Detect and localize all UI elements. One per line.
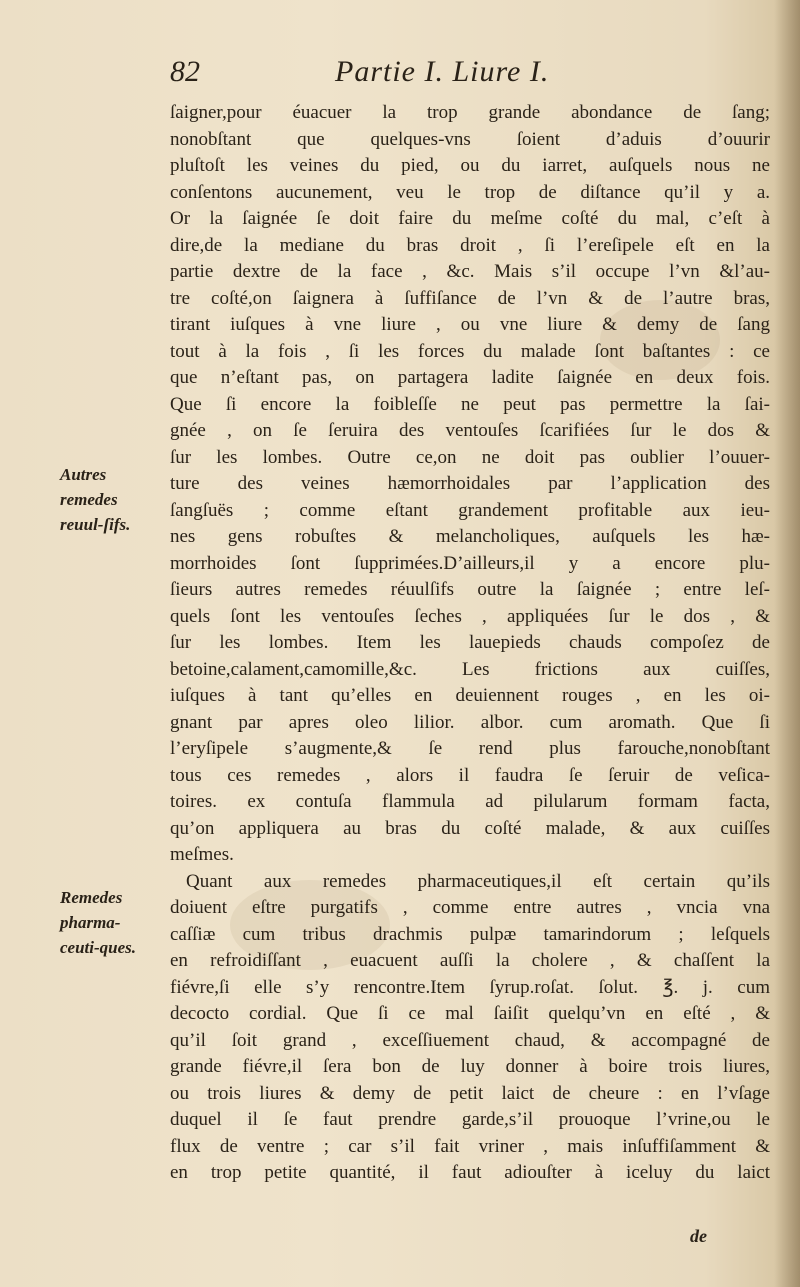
text-line: meſmes.	[170, 844, 234, 865]
text-line: partie dextre de la face , &c. Mais s’il occupe l’vn &l’au-	[170, 261, 770, 282]
catchword: de	[690, 1226, 707, 1246]
text-line: Quant aux remedes pharmaceutiques,il eſt certain qu’ils	[186, 870, 770, 892]
text-line: dire,de la mediane du bras droit , ſi l’ereſipele eſt en la	[170, 234, 770, 256]
text-line: quels ſont les ventouſes ſeches , appliquées ſur le dos , &	[170, 605, 770, 627]
text-line: gnant par apres oleo lilior. albor. cum aromath. Que ſi	[170, 711, 770, 733]
text-line: nonobſtant que quelques-vns ſoient d’aduis d’ouurir	[170, 128, 770, 150]
running-title: Partie I. Liure I.	[335, 55, 550, 88]
text-line: tirant iuſques à vne liure , ou vne liure & demy de ſang	[170, 314, 770, 335]
text-line: caſſiæ cum tribus drachmis pulpæ tamarindorum ; leſquels	[170, 923, 770, 945]
text-line: l’eryſipele s’augmente,& ſe rend plus farouche,nonobſtant	[170, 738, 770, 759]
text-line: ſur les lombes. Item les lauepieds chauds compoſez de	[170, 632, 770, 653]
text-line: ture des veines hæmorrhoidales par l’application des	[170, 473, 770, 494]
margin-note-autres-remedes: Autres remedes reuul-ſifs.	[60, 465, 131, 534]
text-line: qu’il ſoit grand , exceſſiuement chaud, & accompagné de	[170, 1029, 770, 1051]
body-text	[170, 100, 770, 1187]
text-line: ou trois liures & demy de petit laict de cheure : en l’vſage	[170, 1082, 770, 1104]
page-gutter-shadow	[774, 0, 800, 1287]
text-line: tous ces remedes , alors il faudra ſe ſeruir de veſica-	[170, 764, 770, 786]
text-line: flux de ventre ; car s’il fait vriner , mais inſuffiſamment &	[170, 1135, 770, 1157]
text-line: grande fiévre,il ſera bon de luy donner à boire trois liures,	[170, 1056, 770, 1077]
text-line: duquel il ſe faut prendre garde,s’il prouoque l’vrine,ou le	[170, 1109, 770, 1130]
margin-note-remedes-pharmaceutiques: Remedes pharma-ceuti-ques.	[60, 888, 137, 957]
text-line: ſieurs autres remedes réuulſifs outre la ſaignée ; entre leſ-	[170, 579, 770, 600]
text-line: Or la ſaignée ſe doit faire du meſme coſté du mal, c’eſt à	[170, 208, 770, 229]
text-line: toires. ex contuſa flammula ad pilularum formam facta,	[170, 791, 770, 812]
text-line: que n’eſtant pas, on partagera ladite ſaignée en deux fois.	[170, 367, 770, 388]
text-line: en trop petite quantité, il faut adiouſter à iceluy du laict	[170, 1162, 770, 1183]
text-line: ſaigner,pour éuacuer la trop grande abondance de ſang;	[170, 102, 770, 123]
text-line: conſentons aucunement, veu le trop de diſtance qu’il y a.	[170, 181, 770, 203]
text-line: en refroidiſſant , euacuent auſſi la cholere , & chaſſent la	[170, 950, 770, 971]
text-line: gnée , on ſe ſeruira des ventouſes ſcarifiées ſur le dos &	[170, 420, 770, 441]
text-line: tre coſté,on ſaignera à ſuffiſance de l’vn & de l’autre bras,	[170, 287, 770, 309]
text-line: nes gens robuſtes & melancholiques, auſquels les hæ-	[170, 526, 770, 547]
text-line: decocto cordial. Que ſi ce mal ſaiſit quelqu’vn en eſté , &	[170, 1003, 770, 1024]
text-line: morrhoides ſont ſupprimées.D’ailleurs,il y a encore plu-	[170, 552, 770, 574]
page-number: 82	[170, 55, 200, 88]
text-line: doiuent eſtre purgatifs , comme entre autres , vncia vna	[170, 897, 770, 918]
text-line: ſur les lombes. Outre ce,on ne doit pas oublier l’ouuer-	[170, 446, 770, 468]
text-line: Que ſi encore la foibleſſe ne peut pas permettre la ſai-	[170, 393, 770, 415]
text-line: qu’on appliquera au bras du coſté malade, & aux cuiſſes	[170, 817, 770, 839]
text-line: pluſtoſt les veines du pied, ou du iarret, auſquels nous ne	[170, 155, 770, 176]
text-line: ſangſuës ; comme eſtant grandement profitable aux ieu-	[170, 499, 770, 521]
text-line: tout à la fois , ſi les forces du malade ſont baſtantes : ce	[170, 340, 770, 362]
page-header	[170, 55, 640, 95]
text-line: iuſques à tant qu’elles en deuiennent rouges , en les oi-	[170, 685, 770, 706]
text-line: fiévre,ſi elle s’y rencontre.Item ſyrup.roſat. ſolut. ℥. j. cum	[170, 976, 770, 998]
text-line: betoine,calament,camomille,&c. Les frictions aux cuiſſes,	[170, 658, 770, 680]
